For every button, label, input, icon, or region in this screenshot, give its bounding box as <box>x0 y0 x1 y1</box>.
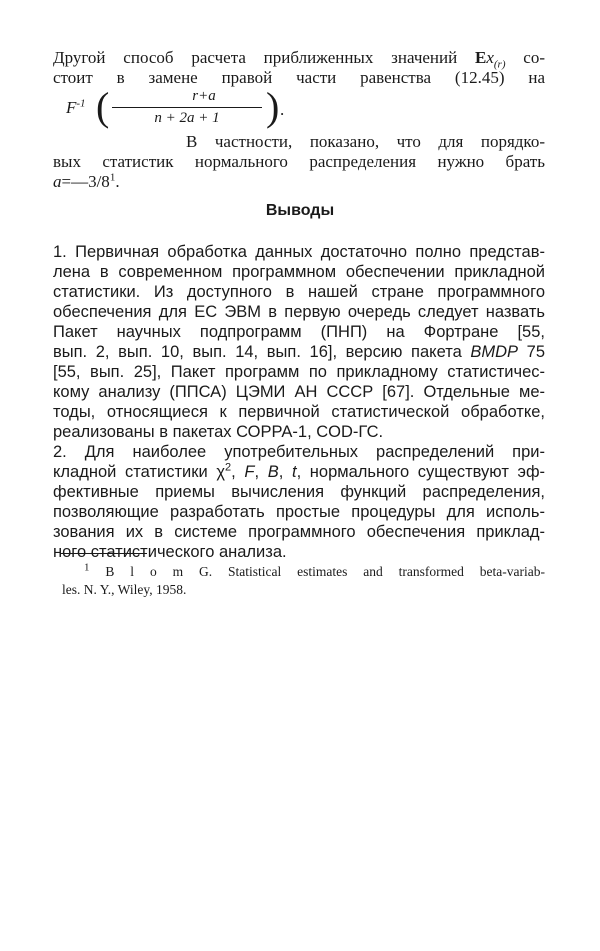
conclusion-2-line-1: 2. Для наиболее употребительных распределений при- <box>53 443 545 461</box>
conclusion-1-line-5: Пакет научных подпрограмм (ПНП) на Фортране [55, <box>53 323 545 341</box>
conclusion-1-line-10: реализованы в пакетах СОРРА-1, COD-ГС. <box>53 423 384 441</box>
intro-line-1: Другой способ расчета приближенных значений $Ex_{(r)}$ со- <box>53 48 545 71</box>
formula-denominator: n + 2a + 1 <box>154 110 220 126</box>
footnote-line-2: les. N. Y., Wiley, 1958. <box>62 582 187 597</box>
conclusion-2-line-3: фективные приемы вычисления функций распределения, <box>53 483 545 501</box>
conclusion-1-line-3: статистики. Из доступного в нашей стране программного <box>53 283 545 301</box>
section-heading: Выводы <box>265 202 335 219</box>
footnote-separator <box>60 553 147 554</box>
conclusion-2-line-6: ного статистического анализа. <box>53 543 287 561</box>
footnote-line-1: $^1$ B l o m G. Statistical estimates and transformed beta-variab- <box>84 561 545 579</box>
conclusion-1-line-2: лена в современном программном обеспечении прикладной <box>53 263 545 281</box>
intro-line-6: $a=—3/8^1$. <box>53 171 120 191</box>
conclusion-1-line-9: тоды, относящиеся к первичной статистической обработке, <box>53 403 545 421</box>
conclusion-2-line-4: позволяющие разработать простые процедуры для исполь- <box>53 503 545 521</box>
conclusion-2-line-5: зования их в системе программного обеспечения приклад- <box>53 523 545 541</box>
conclusion-2-line-2: кладной статистики $\chi^2$, F, B, t, нормального существуют эф- <box>53 461 546 481</box>
formula-numerator: r+a <box>192 88 216 104</box>
intro-line-4: В частности, показано, что для порядко- <box>186 132 545 151</box>
right-paren: ) <box>266 84 280 129</box>
intro-line-5: вых статистик нормального распределения нужно брать <box>53 152 545 171</box>
book-page: Другой способ расчета приближенных значений $Ex_{(r)}$ со- стоит в замене правой части равенства (12.45) на $F^{-1}$ ( r+a n + 2a + 1 ) . В частности, показано, что для порядко- вых статистик нормального распределения нужно брать $a=—3/8^1$. Выводы 1. Первичная обработка данных достаточно полно представ- лена в современном программном обеспечении прикладной статистики. Из доступного в нашей стране программного обеспечения для ЕС ЭВМ в первую очередь следует назвать Пакет научных подпрограмм (ПНП) на Фортране [55, вып. 2, вып. 10, вып. 14, вып. 16], версию пакета BMDP 75 [55, вып. 25], Пакет программ по прикладному статистичес- кому анализу (ППСА) ЦЭМИ АН СССР [67]. Отдельные ме- тоды, относящиеся к первичной статистической обработке, реализованы в пакетах СОРРА-1, COD-ГС. 2. Для наиболее употребительных распределений при- кладной статистики $\chi^2$, F, B, t, нормального существуют эф- фективные приемы вычисления функций распределения, позволяющие разработать простые процедуры для исполь- зования их в системе программного обеспечения приклад- ного статистического анализа. $^1$ B l o m G. Statistical estimates and transformed beta-variab- les. N. Y., Wiley, 1958. <box>0 0 600 951</box>
intro-line-2: стоит в замене правой части равенства (12.45) на <box>53 68 545 87</box>
conclusion-1-line-8: кому анализу (ППСА) ЦЭМИ АН СССР [67]. Отдельные ме- <box>53 383 545 401</box>
conclusion-1-line-1: 1. Первичная обработка данных достаточно полно представ- <box>53 243 545 261</box>
conclusion-1-line-4: обеспечения для ЕС ЭВМ в первую очередь следует назвать <box>53 303 545 321</box>
conclusion-1-line-7: [55, вып. 25], Пакет программ по прикладному статистичес- <box>53 363 545 381</box>
fraction-bar <box>112 107 262 108</box>
conclusion-1-line-6: вып. 2, вып. 10, вып. 14, вып. 16], версию пакета BMDP 75 <box>53 343 545 361</box>
left-paren: ( <box>96 84 110 129</box>
